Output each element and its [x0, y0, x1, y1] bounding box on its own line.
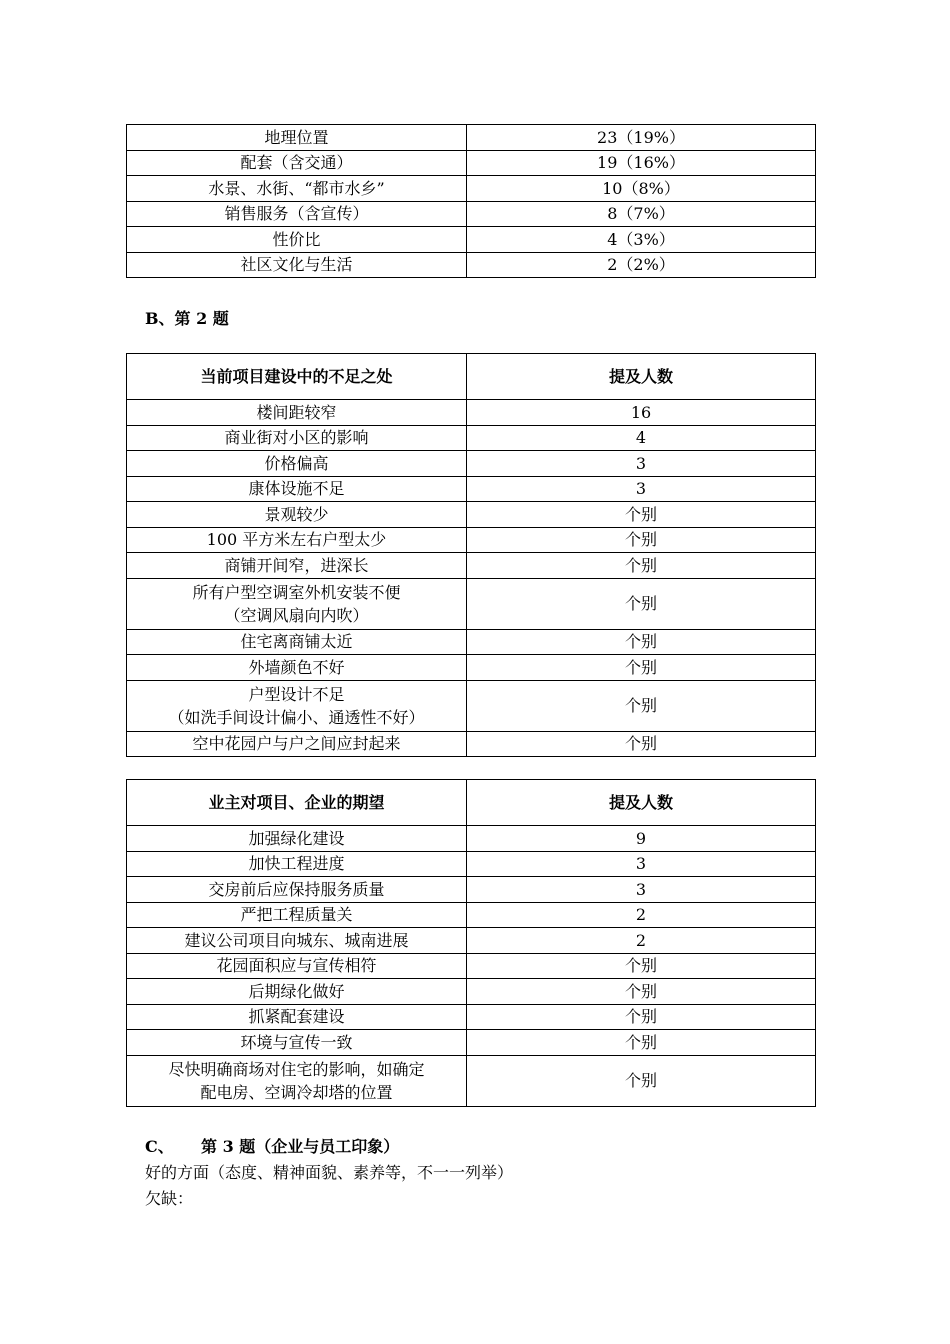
table-row — [127, 826, 816, 852]
table-cell: 2（2%） — [467, 252, 816, 278]
table-cell: 个别 — [467, 1055, 816, 1106]
table-cell: 23（19%） — [467, 125, 816, 151]
table-row — [127, 877, 816, 903]
satisfaction-table — [126, 124, 816, 278]
table-row — [127, 979, 816, 1005]
column-header: 业主对项目、企业的期望 — [127, 780, 467, 826]
table-row — [127, 502, 816, 528]
table-cell: 10（8%） — [467, 176, 816, 202]
table-cell: 19（16%） — [467, 150, 816, 176]
table-cell: 地理位置 — [127, 125, 467, 151]
table-row — [127, 176, 816, 202]
table-cell: 价格偏高 — [127, 451, 467, 477]
column-header: 当前项目建设中的不足之处 — [127, 354, 467, 400]
table-cell: 100 平方米左右户型太少 — [127, 527, 467, 553]
table-cell: 个别 — [467, 731, 816, 757]
table-cell: 配套（含交通） — [127, 150, 467, 176]
table-cell: 个别 — [467, 680, 816, 731]
table-cell: 8（7%） — [467, 201, 816, 227]
section-c-prefix: C、 — [145, 1137, 174, 1156]
column-header: 提及人数 — [467, 780, 816, 826]
table-row — [127, 680, 816, 731]
table-row — [127, 1055, 816, 1106]
table-cell: 9 — [467, 826, 816, 852]
table-row — [127, 150, 816, 176]
table-cell: 建议公司项目向城东、城南进展 — [127, 928, 467, 954]
table-cell: 空中花园户与户之间应封起来 — [127, 731, 467, 757]
table-cell: 个别 — [467, 629, 816, 655]
cell-line: 尽快明确商场对住宅的影响，如确定 — [168, 1059, 425, 1079]
table-cell: 销售服务（含宣传） — [127, 201, 467, 227]
table-cell: 16 — [467, 400, 816, 426]
table-cell: 3 — [467, 476, 816, 502]
table-cell: 环境与宣传一致 — [127, 1030, 467, 1056]
cell-line: （空调风扇向内吹） — [224, 605, 369, 625]
table-row — [127, 125, 816, 151]
table-cell: 个别 — [467, 1004, 816, 1030]
cell-line: 户型设计不足 — [248, 684, 345, 704]
good-aspects-line: 好的方面（态度、精神面貌、素养等，不一一列举） — [145, 1163, 514, 1182]
table-cell: 个别 — [467, 655, 816, 681]
table-row — [127, 629, 816, 655]
table-cell: 个别 — [467, 578, 816, 629]
table-row — [127, 476, 816, 502]
table-cell: 个别 — [467, 527, 816, 553]
table-cell: 3 — [467, 451, 816, 477]
table-row — [127, 201, 816, 227]
table-cell: 个别 — [467, 953, 816, 979]
table-row — [127, 731, 816, 757]
table-cell: 后期绿化做好 — [127, 979, 467, 1005]
cell-line: 所有户型空调室外机安装不便 — [192, 582, 401, 602]
table-cell — [127, 1055, 467, 1106]
table-cell — [127, 680, 467, 731]
table-cell: 加快工程进度 — [127, 851, 467, 877]
table-row — [127, 227, 816, 253]
table-row — [127, 953, 816, 979]
table-cell: 3 — [467, 877, 816, 903]
table-cell: 抓紧配套建设 — [127, 1004, 467, 1030]
table-cell: 个别 — [467, 979, 816, 1005]
table-row — [127, 252, 816, 278]
table-row — [127, 400, 816, 426]
table-row — [127, 1004, 816, 1030]
table-row — [127, 655, 816, 681]
section-b-heading: B、第 2 题 — [145, 309, 229, 328]
table-cell: 4（3%） — [467, 227, 816, 253]
table-row — [127, 553, 816, 579]
table-cell — [127, 578, 467, 629]
table-row — [127, 527, 816, 553]
table-header-row — [127, 780, 816, 826]
table-row — [127, 1030, 816, 1056]
table-cell: 社区文化与生活 — [127, 252, 467, 278]
table-cell: 商业街对小区的影响 — [127, 425, 467, 451]
table-cell: 外墙颜色不好 — [127, 655, 467, 681]
table-cell: 4 — [467, 425, 816, 451]
table-cell: 个别 — [467, 553, 816, 579]
table-cell: 交房前后应保持服务质量 — [127, 877, 467, 903]
table-header-row — [127, 354, 816, 400]
table-row — [127, 902, 816, 928]
table-row — [127, 425, 816, 451]
shortcomings-line: 欠缺： — [145, 1189, 194, 1208]
expectations-table — [126, 779, 816, 1107]
table-row — [127, 578, 816, 629]
table-cell: 商铺开间窄，进深长 — [127, 553, 467, 579]
table-cell: 康体设施不足 — [127, 476, 467, 502]
table-cell: 住宅离商铺太近 — [127, 629, 467, 655]
cell-line: 配电房、空调冷却塔的位置 — [200, 1082, 393, 1102]
table-row — [127, 451, 816, 477]
table-cell: 3 — [467, 851, 816, 877]
table-cell: 加强绿化建设 — [127, 826, 467, 852]
table-row — [127, 928, 816, 954]
table-cell: 楼间距较窄 — [127, 400, 467, 426]
table-cell: 2 — [467, 902, 816, 928]
section-c-title: 第 3 题（企业与员工印象） — [201, 1137, 400, 1156]
table-cell: 花园面积应与宣传相符 — [127, 953, 467, 979]
table-cell: 个别 — [467, 502, 816, 528]
shortcomings-table — [126, 353, 816, 757]
cell-line: （如洗手间设计偏小、通透性不好） — [168, 707, 425, 727]
table-cell: 性价比 — [127, 227, 467, 253]
table-cell: 个别 — [467, 1030, 816, 1056]
table-cell: 严把工程质量关 — [127, 902, 467, 928]
table-row — [127, 851, 816, 877]
table-cell: 2 — [467, 928, 816, 954]
column-header: 提及人数 — [467, 354, 816, 400]
table-cell: 水景、水街、“都市水乡” — [127, 176, 467, 202]
table-cell: 景观较少 — [127, 502, 467, 528]
